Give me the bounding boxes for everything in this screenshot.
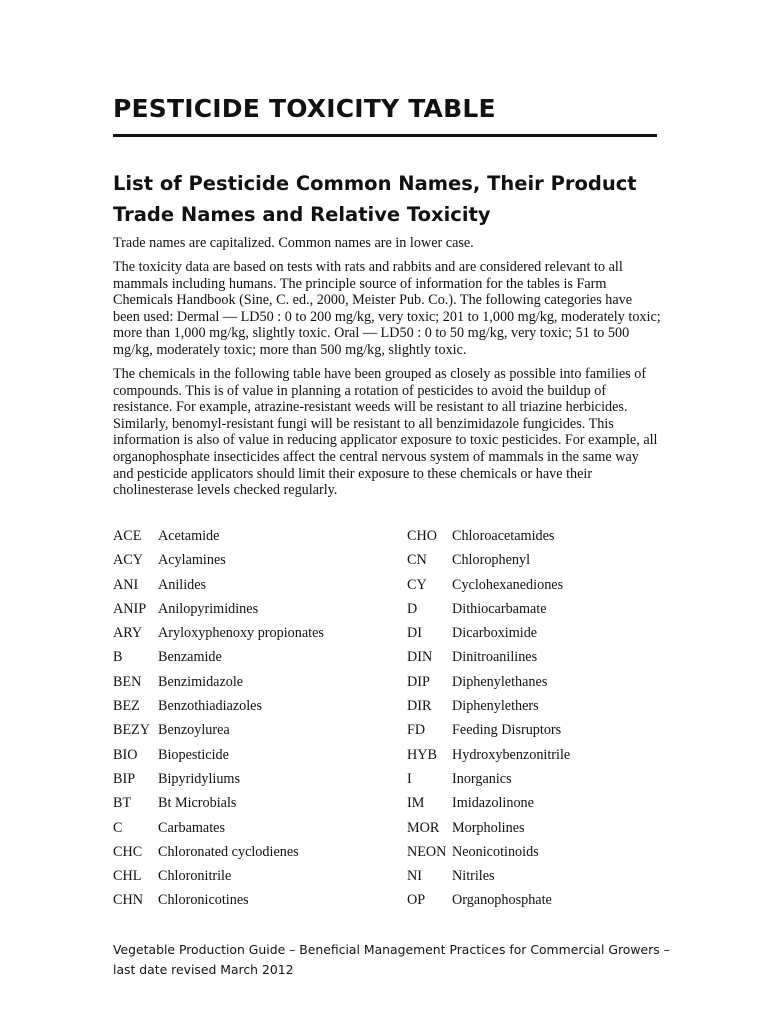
chemical-family-name: Anilides	[158, 576, 207, 593]
abbreviation-code: DIN	[407, 649, 433, 666]
abbreviation-row	[113, 770, 324, 794]
abbreviation-list-right	[407, 527, 570, 916]
chemical-family-name: Biopesticide	[158, 746, 229, 763]
title-divider	[113, 134, 657, 137]
abbreviation-row	[407, 551, 570, 575]
chemical-family-name: Nitriles	[452, 868, 495, 885]
abbreviation-code: DI	[407, 625, 422, 642]
chemical-family-name: Diphenylethers	[452, 698, 539, 715]
abbreviation-row	[407, 527, 570, 551]
chemical-family-name: Chloronitrile	[158, 868, 232, 885]
abbreviation-code: CN	[407, 552, 427, 569]
abbreviation-code: BIO	[113, 746, 138, 763]
chemical-family-name: Benzothiadiazoles	[158, 698, 263, 715]
abbreviation-code: CHN	[113, 892, 143, 909]
chemical-family-name: Inorganics	[452, 770, 512, 787]
page-footer: Vegetable Production Guide – Beneficial Management Practices for Commercial Growers – last date revised March 2012	[113, 942, 670, 977]
abbreviation-row	[113, 648, 324, 672]
abbreviation-code: CHO	[407, 528, 437, 544]
section-heading: List of Pesticide Common Names, Their Product Trade Names and Relative Toxicity	[113, 172, 637, 226]
abbreviation-code: NI	[407, 868, 422, 885]
abbreviation-code: B	[113, 649, 123, 666]
families-paragraph: The chemicals in the following table have been grouped as closely as possible into families of compounds. This is of value in planning a rotation of pesticides to avoid the buildup of resistance. For example, atrazine-resistant weeds will be resistant to all triazine herbicides. Similarly, benomyl-resistant fungi will be resistant to all benzimidazole fungicides. This information is also of value in reducing applicator exposure to toxic pesticides. For example, all organophosphate insecticides affect the central nervous system of mammals in the same way and pesticide applicators should limit their exposure to these chemicals or have their cholinesterase levels checked regularly.	[113, 366, 658, 499]
abbreviation-row	[113, 576, 324, 600]
abbreviation-code: ANI	[113, 576, 139, 593]
abbreviation-code: OP	[407, 892, 426, 909]
chemical-family-name: Acetamide	[158, 528, 220, 544]
abbreviation-row	[407, 891, 570, 915]
abbreviation-row	[407, 697, 570, 721]
abbreviation-row	[407, 721, 570, 745]
chemical-family-name: Morpholines	[452, 819, 525, 836]
abbreviation-row	[113, 867, 324, 891]
abbreviation-code: BEN	[113, 673, 142, 690]
chemical-family-name: Dinitroanilines	[452, 649, 538, 666]
chemical-family-name: Dithiocarbamate	[452, 600, 547, 617]
chemical-family-name: Bipyridyliums	[158, 770, 240, 787]
abbreviation-code: MOR	[407, 819, 440, 836]
chemical-family-name: Chloronated cyclodienes	[158, 843, 299, 860]
toxicity-paragraph: The toxicity data are based on tests with rats and rabbits and are considered relevant to all mammals including humans. The principle source of information for the tables is Farm Chemicals Handbook (Sine, C. ed., 2000, Meister Pub. Co.). The following categories have been used: Dermal — LD50 : 0 to 200 mg/kg, very toxic; 201 to 1,000 mg/kg, moderately toxic; more than 1,000 mg/kg, slightly toxic. Oral — LD50 : 0 to 50 mg/kg, very toxic; 51 to 500 mg/kg, moderately toxic; more than 500 mg/kg, slightly toxic.	[113, 259, 661, 358]
abbreviation-code: D	[407, 600, 418, 617]
abbreviation-row	[113, 721, 324, 745]
abbreviation-code: C	[113, 819, 123, 836]
abbreviation-row	[113, 600, 324, 624]
abbreviation-row	[113, 746, 324, 770]
abbreviation-row	[407, 867, 570, 891]
abbreviation-row	[113, 624, 324, 648]
chemical-family-name: Feeding Disruptors	[452, 722, 562, 739]
abbreviation-code: ANIP	[113, 600, 147, 617]
abbreviation-row	[113, 697, 324, 721]
abbreviation-row	[407, 843, 570, 867]
abbreviation-row	[113, 673, 324, 697]
abbreviation-row	[113, 891, 324, 915]
abbreviation-row	[407, 794, 570, 818]
abbreviation-code: NEON	[407, 843, 447, 860]
chemical-family-name: Imidazolinone	[452, 795, 534, 812]
abbreviation-row	[113, 794, 324, 818]
chemical-family-name: Acylamines	[158, 552, 226, 569]
chemical-family-name: Benzamide	[158, 649, 222, 666]
page-title: PESTICIDE TOXICITY TABLE	[113, 94, 496, 123]
chemical-family-name: Dicarboximide	[452, 625, 538, 642]
abbreviation-code: ARY	[113, 625, 143, 642]
chemical-family-name: Benzimidazole	[158, 673, 244, 690]
chemical-family-name: Carbamates	[158, 819, 225, 836]
abbreviation-code: CHL	[113, 868, 142, 885]
abbreviation-code: IM	[407, 795, 425, 812]
abbreviation-row	[113, 551, 324, 575]
chemical-family-name: Anilopyrimidines	[158, 600, 259, 617]
abbreviation-code: ACY	[113, 552, 143, 569]
abbreviation-code: I	[407, 770, 412, 787]
abbreviation-row	[407, 819, 570, 843]
chemical-family-name: Chlorophenyl	[452, 552, 531, 569]
chemical-family-name: Organophosphate	[452, 892, 552, 909]
chemical-family-name: Chloroacetamides	[452, 528, 555, 544]
abbreviation-code: BEZ	[113, 698, 140, 715]
abbreviation-row	[407, 624, 570, 648]
abbreviation-row	[407, 746, 570, 770]
abbreviation-code: CY	[407, 576, 427, 593]
abbreviation-row	[407, 648, 570, 672]
abbreviation-row	[407, 576, 570, 600]
abbreviation-row	[407, 673, 570, 697]
abbreviation-row	[113, 527, 324, 551]
chemical-family-name: Hydroxybenzonitrile	[452, 746, 571, 763]
abbreviation-code: BT	[113, 795, 132, 812]
abbreviation-code: BIP	[113, 770, 136, 787]
abbreviation-code: DIP	[407, 673, 430, 690]
chemical-family-name: Bt Microbials	[158, 795, 237, 812]
chemical-family-name: Cyclohexanediones	[452, 576, 564, 593]
chemical-family-name: Diphenylethanes	[452, 673, 548, 690]
abbreviation-code: ACE	[113, 528, 142, 544]
abbreviation-row	[407, 600, 570, 624]
intro-paragraph: Trade names are capitalized. Common names are in lower case.	[113, 235, 474, 251]
abbreviation-row	[113, 843, 324, 867]
abbreviation-list-left	[113, 527, 324, 916]
abbreviation-code: HYB	[407, 746, 437, 763]
chemical-family-name: Aryloxyphenoxy propionates	[158, 625, 324, 642]
abbreviation-row	[113, 819, 324, 843]
chemical-family-name: Chloronicotines	[158, 892, 249, 909]
abbreviation-code: BEZY	[113, 722, 151, 739]
chemical-family-name: Benzoylurea	[158, 722, 230, 739]
abbreviation-code: FD	[407, 722, 426, 739]
abbreviation-row	[407, 770, 570, 794]
chemical-family-name: Neonicotinoids	[452, 843, 539, 860]
abbreviation-code: CHC	[113, 843, 143, 860]
abbreviation-code: DIR	[407, 698, 432, 715]
